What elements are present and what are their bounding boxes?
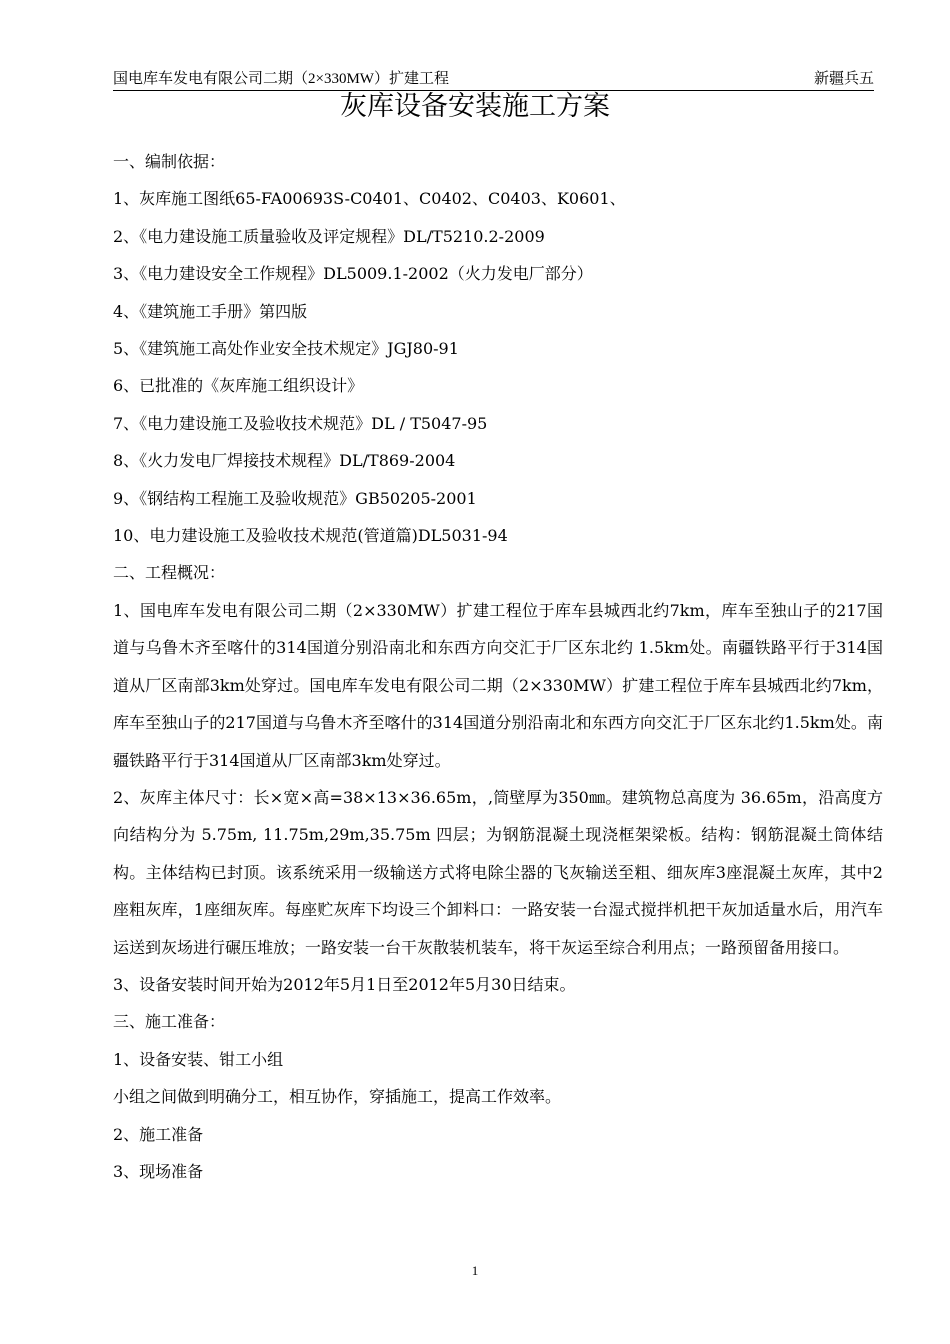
list-item: 7、《电力建设施工及验收技术规范》DL / T5047-95 (113, 413, 488, 433)
list-item: 6、已批准的《灰库施工组织设计》 (113, 376, 364, 396)
list-item: 1、灰库施工图纸65-FA00693S-C0401、C0402、C0403、K0601、 (113, 189, 626, 209)
list-item: 5、《建筑施工高处作业安全技术规定》JGJ80-91 (113, 339, 459, 359)
list-item: 1、设备安装、钳工小组 (113, 1049, 284, 1069)
paragraph: 1、国电库车发电有限公司二期（2×330MW）扩建工程位于库车县城西北约7km，库车至独山子的217国道与乌鲁木齐至喀什的314国道分别沿南北和东西方向交汇于厂区东北约 1.5km处。南疆铁路平行于314国道从厂区南部3km处穿过。国电库车发电有限公司二期（2×330MW）扩建工程位于库车县城西北约7km，库车至独山子的217国道与乌鲁木齐至喀什的314国道分别沿南北和东西方向交汇于厂区东北约1.5km处。南疆铁路平行于314国道从厂区南部3km处穿过。 (113, 600, 883, 770)
section-heading: 二、工程概况： (113, 563, 226, 583)
paragraph: 小组之间做到明确分工，相互协作，穿插施工，提高工作效率。 (113, 1087, 562, 1107)
list-item: 8、《火力发电厂焊接技术规程》DL/T869-2004 (113, 451, 456, 471)
section-heading: 三、施工准备： (113, 1012, 226, 1032)
list-item: 2、施工准备 (113, 1124, 204, 1144)
list-item: 9、《钢结构工程施工及验收规范》GB50205-2001 (113, 488, 477, 508)
paragraph: 2、灰库主体尺寸：长×宽×高=38×13×36.65m，,筒壁厚为350㎜。建筑物总高度为 36.65m，沿高度方向结构分为 5.75m, 11.75m,29m,35.75m 四层；为钢筋混凝土现浇框架梁板。结构：钢筋混凝土筒体结构。主体结构已封顶。该系统采用一级输送方式将电除尘器的飞灰输送至粗、细灰库3座混凝土灰库，其中2座粗灰库，1座细灰库。每座贮灰库下均设三个卸料口：一路安装一台湿式搅拌机把干灰加适量水后，用汽车运送到灰场进行碾压堆放；一路安装一台干灰散装机装车，将干灰运至综合利用点；一路预留备用接口。 (113, 787, 883, 957)
section-heading: 一、编制依据： (113, 152, 226, 171)
list-item: 10、电力建设施工及验收技术规范(管道篇)DL5031-94 (113, 526, 508, 546)
list-item: 3、《电力建设安全工作规程》DL5009.1-2002（火力发电厂部分） (113, 264, 593, 284)
header-company: 新疆兵五 (813, 71, 874, 87)
paragraph: 3、设备安装时间开始为2012年5月1日至2012年5月30日结束。 (113, 974, 576, 994)
list-item: 2、《电力建设施工质量验收及评定规程》DL/T5210.2-2009 (113, 226, 545, 246)
header-project-name: 国电库车发电有限公司二期（2×330MW）扩建工程 (113, 71, 449, 87)
list-item: 4、《建筑施工手册》第四版 (113, 301, 308, 321)
list-item: 3、现场准备 (113, 1161, 204, 1181)
page-number: 1 (471, 1263, 479, 1278)
document-body (113, 143, 883, 1190)
document-title: 灰库设备安装施工方案 (340, 91, 610, 122)
